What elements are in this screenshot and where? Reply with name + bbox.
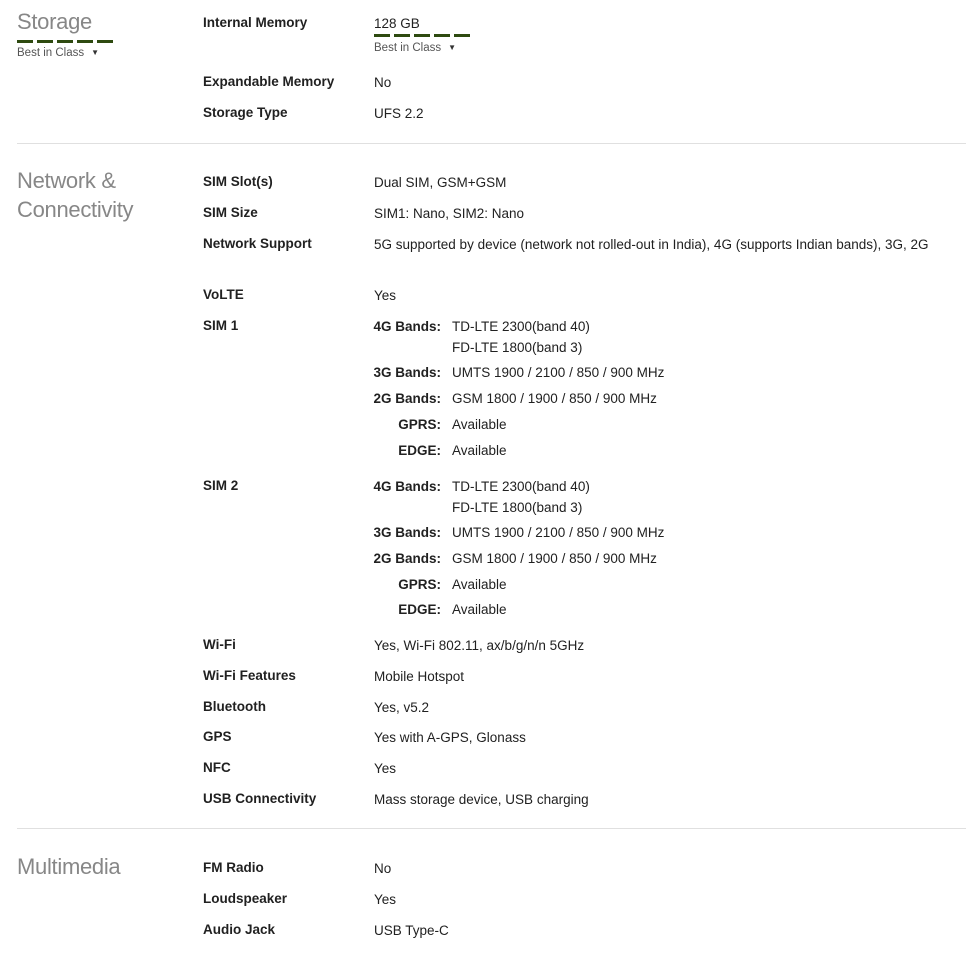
spec-key: Storage Type — [203, 105, 288, 120]
band-value: FD-LTE 1800(band 3) — [452, 500, 583, 515]
rating-segment — [454, 34, 470, 37]
spec-value: Yes, Wi-Fi 802.11, ax/b/g/n/n 5GHz — [374, 638, 585, 653]
spec-key: SIM 1 — [203, 318, 239, 333]
band-value: Available — [452, 577, 507, 592]
storage-rating-bar — [17, 40, 113, 43]
rating-segment — [414, 34, 430, 37]
spec-value: No — [374, 861, 392, 876]
storage-rating-dropdown[interactable] — [17, 47, 99, 59]
caret-down-icon: ▼ — [91, 48, 100, 57]
band-label: 4G Bands: — [373, 479, 441, 494]
spec-value: Yes — [374, 288, 397, 303]
band-label: GPRS: — [398, 577, 441, 592]
band-label: 3G Bands: — [373, 525, 441, 540]
band-value: GSM 1800 / 1900 / 850 / 900 MHz — [452, 391, 657, 406]
rating-segment — [77, 40, 93, 43]
rating-segment — [434, 34, 450, 37]
spec-value: Yes — [374, 761, 397, 776]
band-label: 3G Bands: — [373, 365, 441, 380]
spec-key: Wi-Fi — [203, 637, 236, 652]
spec-value: Yes, v5.2 — [374, 700, 430, 715]
rating-segment — [57, 40, 73, 43]
rating-segment — [394, 34, 410, 37]
spec-key: SIM Size — [203, 205, 258, 220]
spec-key: Wi-Fi Features — [203, 668, 296, 683]
section-divider — [17, 143, 966, 144]
rating-segment — [97, 40, 113, 43]
band-value: GSM 1800 / 1900 / 850 / 900 MHz — [452, 551, 657, 566]
spec-key: VoLTE — [203, 287, 244, 302]
spec-value: Mobile Hotspot — [374, 669, 465, 684]
section-divider — [17, 828, 966, 829]
spec-key: SIM Slot(s) — [203, 174, 273, 189]
network-section-title-line2: Connectivity — [17, 197, 134, 222]
band-value: TD-LTE 2300(band 40) — [452, 479, 590, 494]
band-label: GPRS: — [398, 417, 441, 432]
spec-key: Expandable Memory — [203, 74, 335, 89]
spec-key: FM Radio — [203, 860, 264, 875]
band-value: Available — [452, 602, 507, 617]
spec-key: GPS — [203, 729, 232, 744]
spec-value: USB Type-C — [374, 923, 449, 938]
rating-segment — [37, 40, 53, 43]
band-label: 2G Bands: — [373, 391, 441, 406]
spec-value: Mass storage device, USB charging — [374, 792, 589, 807]
band-value: UMTS 1900 / 2100 / 850 / 900 MHz — [452, 525, 665, 540]
band-value: Available — [452, 417, 507, 432]
band-value: TD-LTE 2300(band 40) — [452, 319, 590, 334]
spec-value: Dual SIM, GSM+GSM — [374, 175, 507, 190]
spec-key: USB Connectivity — [203, 791, 317, 806]
spec-value: 128 GB — [374, 16, 420, 31]
spec-value: UFS 2.2 — [374, 106, 424, 121]
band-label: EDGE: — [398, 602, 441, 617]
rating-label: Best in Class — [17, 47, 85, 59]
spec-value: No — [374, 75, 392, 90]
spec-value: Yes with A-GPS, Glonass — [374, 730, 526, 745]
band-label: 4G Bands: — [373, 319, 441, 334]
band-label: EDGE: — [398, 443, 441, 458]
spec-value: Yes — [374, 892, 397, 907]
spec-key: Internal Memory — [203, 15, 308, 30]
internal-memory-rating-dropdown[interactable] — [374, 42, 456, 54]
spec-key: Loudspeaker — [203, 891, 288, 906]
band-value: UMTS 1900 / 2100 / 850 / 900 MHz — [452, 365, 665, 380]
spec-value: SIM1: Nano, SIM2: Nano — [374, 206, 525, 221]
rating-segment — [17, 40, 33, 43]
spec-value: 5G supported by device (network not rolled-out in India), 4G (supports Indian bands), 3G, 2G — [374, 237, 929, 252]
network-section-title-line1: Network & — [17, 168, 116, 193]
band-label: 2G Bands: — [373, 551, 441, 566]
rating-segment — [374, 34, 390, 37]
rating-label: Best in Class — [374, 42, 442, 54]
band-value: Available — [452, 443, 507, 458]
spec-key: Audio Jack — [203, 922, 276, 937]
spec-key: SIM 2 — [203, 478, 239, 493]
internal-memory-rating-bar — [374, 34, 470, 37]
spec-key: NFC — [203, 760, 231, 775]
spec-key: Network Support — [203, 236, 312, 251]
band-value: FD-LTE 1800(band 3) — [452, 340, 583, 355]
storage-section-title: Storage — [17, 9, 92, 34]
caret-down-icon: ▼ — [448, 43, 457, 52]
spec-key: Bluetooth — [203, 699, 266, 714]
multimedia-section-title: Multimedia — [17, 854, 121, 879]
